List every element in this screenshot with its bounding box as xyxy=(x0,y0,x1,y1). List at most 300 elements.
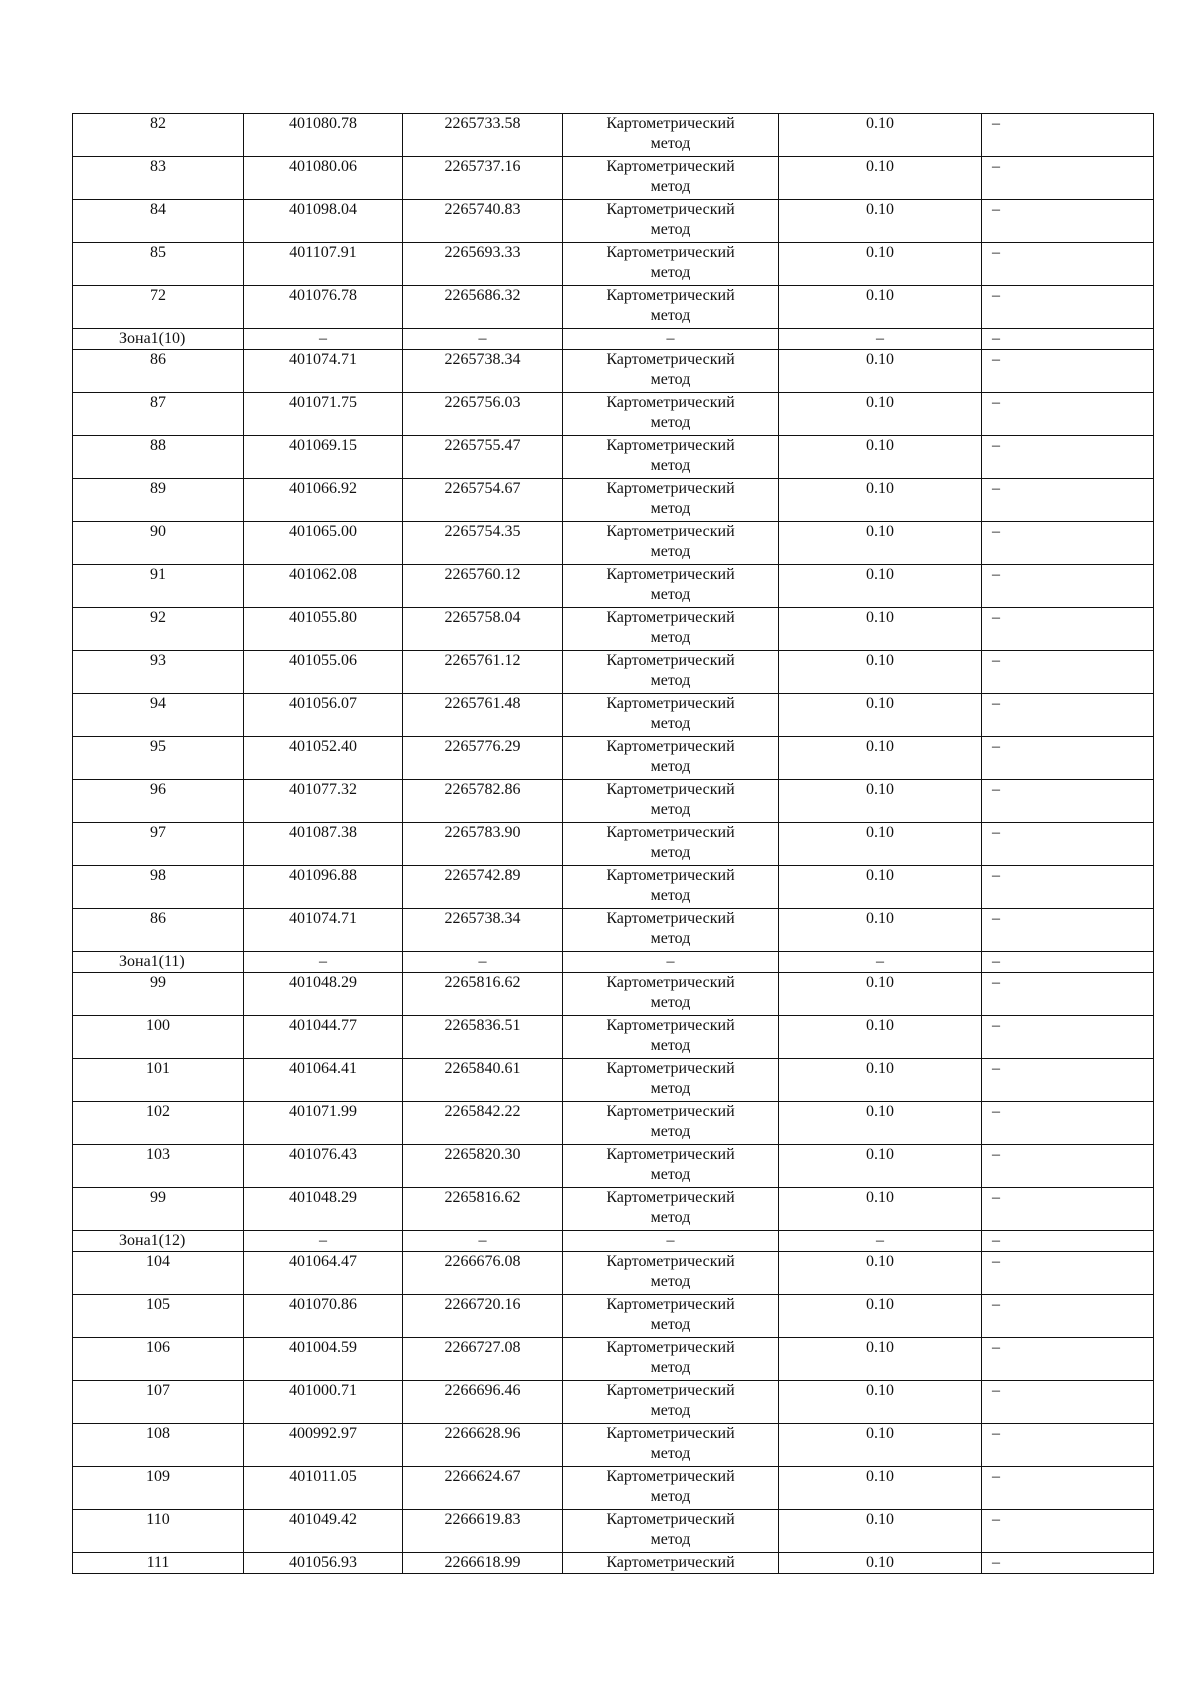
table-row xyxy=(73,243,1154,286)
method-line-1: Картометрический xyxy=(606,974,735,991)
x-coordinate-cell: – xyxy=(244,952,403,973)
table-row xyxy=(73,909,1154,952)
method-line-2: метод xyxy=(650,1273,691,1290)
method-cell xyxy=(563,243,779,286)
table-row xyxy=(73,1102,1154,1145)
method-line-1: Картометрический xyxy=(606,244,735,261)
y-coordinate-cell: 2265816.62 xyxy=(403,1188,563,1231)
accuracy-cell: 0.10 xyxy=(779,1424,982,1467)
accuracy-cell: 0.10 xyxy=(779,157,982,200)
point-number-cell: 86 xyxy=(73,909,244,952)
y-coordinate-cell: 2265836.51 xyxy=(403,1016,563,1059)
point-number-cell: 92 xyxy=(73,608,244,651)
method-line-2: метод xyxy=(650,715,691,732)
method-line-2: метод xyxy=(650,1488,691,1505)
point-number-cell: 101 xyxy=(73,1059,244,1102)
y-coordinate-cell: 2265761.48 xyxy=(403,694,563,737)
method-line-1: Картометрический xyxy=(606,609,735,626)
y-coordinate-cell: 2265840.61 xyxy=(403,1059,563,1102)
method-line-2: метод xyxy=(650,307,691,324)
method-line-1: Картометрический xyxy=(606,1060,735,1077)
accuracy-cell: 0.10 xyxy=(779,823,982,866)
table-row xyxy=(73,286,1154,329)
method-line-1: Картометрический xyxy=(606,201,735,218)
accuracy-cell: 0.10 xyxy=(779,780,982,823)
method-cell xyxy=(563,1338,779,1381)
method-cell xyxy=(563,329,779,350)
method-cell xyxy=(563,694,779,737)
method-line-1: Картометрический xyxy=(606,1554,735,1571)
x-coordinate-cell: 401048.29 xyxy=(244,1188,403,1231)
method-line-1: Картометрический xyxy=(606,158,735,175)
point-number-cell: 94 xyxy=(73,694,244,737)
accuracy-cell: 0.10 xyxy=(779,114,982,157)
point-number-cell: 82 xyxy=(73,114,244,157)
accuracy-cell: 0.10 xyxy=(779,1295,982,1338)
table-row xyxy=(73,393,1154,436)
y-coordinate-cell: 2266676.08 xyxy=(403,1252,563,1295)
note-cell: – xyxy=(982,608,1154,651)
note-cell: – xyxy=(982,522,1154,565)
point-number-cell: 89 xyxy=(73,479,244,522)
note-cell: – xyxy=(982,973,1154,1016)
accuracy-cell: 0.10 xyxy=(779,393,982,436)
table-row xyxy=(73,694,1154,737)
method-cell xyxy=(563,565,779,608)
method-cell xyxy=(563,866,779,909)
y-coordinate-cell: – xyxy=(403,1231,563,1252)
point-number-cell: 83 xyxy=(73,157,244,200)
method-cell xyxy=(563,780,779,823)
x-coordinate-cell: 401076.43 xyxy=(244,1145,403,1188)
method-cell xyxy=(563,350,779,393)
note-cell: – xyxy=(982,393,1154,436)
method-line-1: Картометрический xyxy=(606,1296,735,1313)
accuracy-cell: 0.10 xyxy=(779,1381,982,1424)
method-line-1: Картометрический xyxy=(606,738,735,755)
note-cell: – xyxy=(982,909,1154,952)
method-cell xyxy=(563,651,779,694)
x-coordinate-cell: 401052.40 xyxy=(244,737,403,780)
note-cell: – xyxy=(982,243,1154,286)
y-coordinate-cell: 2266727.08 xyxy=(403,1338,563,1381)
table-row xyxy=(73,522,1154,565)
method-line-1: Картометрический xyxy=(606,1189,735,1206)
method-line-2: метод xyxy=(650,1080,691,1097)
coordinates-table xyxy=(72,113,1154,1574)
accuracy-cell: 0.10 xyxy=(779,1016,982,1059)
note-cell: – xyxy=(982,1102,1154,1145)
point-number-cell: 108 xyxy=(73,1424,244,1467)
method-line-2: метод xyxy=(650,930,691,947)
method-cell xyxy=(563,1467,779,1510)
point-number-cell: 87 xyxy=(73,393,244,436)
table-row xyxy=(73,1553,1154,1574)
y-coordinate-cell: 2265783.90 xyxy=(403,823,563,866)
point-number-cell: 107 xyxy=(73,1381,244,1424)
method-cell xyxy=(563,1510,779,1553)
x-coordinate-cell: 401066.92 xyxy=(244,479,403,522)
method-line-2: метод xyxy=(650,887,691,904)
method-cell xyxy=(563,1188,779,1231)
point-number-cell: 90 xyxy=(73,522,244,565)
x-coordinate-cell: 401064.41 xyxy=(244,1059,403,1102)
point-number-cell: 86 xyxy=(73,350,244,393)
y-coordinate-cell: 2265776.29 xyxy=(403,737,563,780)
x-coordinate-cell: 401065.00 xyxy=(244,522,403,565)
method-line-2: метод xyxy=(650,844,691,861)
method-line-2: метод xyxy=(650,586,691,603)
x-coordinate-cell: 401055.80 xyxy=(244,608,403,651)
x-coordinate-cell: – xyxy=(244,329,403,350)
y-coordinate-cell: 2266696.46 xyxy=(403,1381,563,1424)
x-coordinate-cell: 401048.29 xyxy=(244,973,403,1016)
accuracy-cell: 0.10 xyxy=(779,200,982,243)
accuracy-cell: 0.10 xyxy=(779,909,982,952)
y-coordinate-cell: 2265758.04 xyxy=(403,608,563,651)
note-cell: – xyxy=(982,1295,1154,1338)
point-number-cell: 98 xyxy=(73,866,244,909)
method-line-2: метод xyxy=(650,135,691,152)
table-row xyxy=(73,973,1154,1016)
point-number-cell: 106 xyxy=(73,1338,244,1381)
method-line-1: Картометрический xyxy=(606,695,735,712)
method-line-2: метод xyxy=(650,1166,691,1183)
table-row xyxy=(73,866,1154,909)
y-coordinate-cell: 2265738.34 xyxy=(403,909,563,952)
method-line-1: Картометрический xyxy=(606,1425,735,1442)
table-row xyxy=(73,1381,1154,1424)
method-line-1: Картометрический xyxy=(606,1511,735,1528)
note-cell: – xyxy=(982,286,1154,329)
x-coordinate-cell: 401011.05 xyxy=(244,1467,403,1510)
method-line-2: метод xyxy=(650,178,691,195)
accuracy-cell: 0.10 xyxy=(779,1102,982,1145)
x-coordinate-cell: 401056.07 xyxy=(244,694,403,737)
point-number-cell: Зона1(12) xyxy=(73,1231,244,1252)
point-number-cell: 95 xyxy=(73,737,244,780)
method-cell xyxy=(563,1102,779,1145)
method-cell xyxy=(563,1016,779,1059)
note-cell: – xyxy=(982,1381,1154,1424)
note-cell: – xyxy=(982,1059,1154,1102)
method-line-2: метод xyxy=(650,221,691,238)
x-coordinate-cell: 401096.88 xyxy=(244,866,403,909)
point-number-cell: 91 xyxy=(73,565,244,608)
point-number-cell: Зона1(10) xyxy=(73,329,244,350)
method-line-2: метод xyxy=(650,1402,691,1419)
note-cell: – xyxy=(982,350,1154,393)
note-cell: – xyxy=(982,157,1154,200)
point-number-cell: 99 xyxy=(73,1188,244,1231)
accuracy-cell: 0.10 xyxy=(779,286,982,329)
method-line-1: Картометрический xyxy=(606,115,735,132)
method-cell xyxy=(563,436,779,479)
y-coordinate-cell: 2265738.34 xyxy=(403,350,563,393)
accuracy-cell: – xyxy=(779,329,982,350)
accuracy-cell: 0.10 xyxy=(779,737,982,780)
method-line-1: – xyxy=(666,1232,675,1249)
y-coordinate-cell: 2265761.12 xyxy=(403,651,563,694)
table-row xyxy=(73,1252,1154,1295)
accuracy-cell: 0.10 xyxy=(779,1059,982,1102)
y-coordinate-cell: 2265816.62 xyxy=(403,973,563,1016)
note-cell: – xyxy=(982,1188,1154,1231)
accuracy-cell: 0.10 xyxy=(779,694,982,737)
method-cell xyxy=(563,286,779,329)
note-cell: – xyxy=(982,1424,1154,1467)
method-line-2: метод xyxy=(650,1209,691,1226)
note-cell: – xyxy=(982,1252,1154,1295)
x-coordinate-cell: 401076.78 xyxy=(244,286,403,329)
method-line-1: Картометрический xyxy=(606,351,735,368)
method-line-1: Картометрический xyxy=(606,867,735,884)
method-line-1: Картометрический xyxy=(606,824,735,841)
x-coordinate-cell: 401074.71 xyxy=(244,350,403,393)
note-cell: – xyxy=(982,1338,1154,1381)
y-coordinate-cell: 2266619.83 xyxy=(403,1510,563,1553)
method-cell xyxy=(563,608,779,651)
x-coordinate-cell: 401074.71 xyxy=(244,909,403,952)
method-line-2: метод xyxy=(650,629,691,646)
table-row xyxy=(73,1016,1154,1059)
y-coordinate-cell: 2265742.89 xyxy=(403,866,563,909)
y-coordinate-cell: 2265760.12 xyxy=(403,565,563,608)
method-line-1: Картометрический xyxy=(606,781,735,798)
method-line-2: метод xyxy=(650,672,691,689)
note-cell: – xyxy=(982,329,1154,350)
y-coordinate-cell: 2265782.86 xyxy=(403,780,563,823)
accuracy-cell: 0.10 xyxy=(779,565,982,608)
note-cell: – xyxy=(982,436,1154,479)
accuracy-cell: 0.10 xyxy=(779,479,982,522)
table-row xyxy=(73,157,1154,200)
note-cell: – xyxy=(982,1231,1154,1252)
method-line-2: метод xyxy=(650,801,691,818)
table-row xyxy=(73,114,1154,157)
point-number-cell: 100 xyxy=(73,1016,244,1059)
point-number-cell: 110 xyxy=(73,1510,244,1553)
table-row xyxy=(73,823,1154,866)
point-number-cell: 88 xyxy=(73,436,244,479)
point-number-cell: Зона1(11) xyxy=(73,952,244,973)
accuracy-cell: 0.10 xyxy=(779,651,982,694)
point-number-cell: 93 xyxy=(73,651,244,694)
x-coordinate-cell: 401055.06 xyxy=(244,651,403,694)
point-number-cell: 109 xyxy=(73,1467,244,1510)
method-cell xyxy=(563,200,779,243)
table-row xyxy=(73,1510,1154,1553)
accuracy-cell: – xyxy=(779,952,982,973)
method-line-1: Картометрический xyxy=(606,1253,735,1270)
point-number-cell: 85 xyxy=(73,243,244,286)
method-line-1: Картометрический xyxy=(606,1382,735,1399)
method-line-1: Картометрический xyxy=(606,652,735,669)
method-line-2: метод xyxy=(650,1531,691,1548)
method-line-1: Картометрический xyxy=(606,523,735,540)
note-cell: – xyxy=(982,114,1154,157)
point-number-cell: 96 xyxy=(73,780,244,823)
method-cell xyxy=(563,1381,779,1424)
note-cell: – xyxy=(982,1467,1154,1510)
method-cell xyxy=(563,479,779,522)
x-coordinate-cell: 401070.86 xyxy=(244,1295,403,1338)
y-coordinate-cell: 2266618.99 xyxy=(403,1553,563,1574)
method-line-2: метод xyxy=(650,758,691,775)
table-row xyxy=(73,1467,1154,1510)
method-line-1: Картометрический xyxy=(606,287,735,304)
accuracy-cell: 0.10 xyxy=(779,1467,982,1510)
note-cell: – xyxy=(982,200,1154,243)
x-coordinate-cell: 401071.75 xyxy=(244,393,403,436)
method-line-2: метод xyxy=(650,1123,691,1140)
note-cell: – xyxy=(982,479,1154,522)
method-line-1: Картометрический xyxy=(606,1468,735,1485)
table-row xyxy=(73,780,1154,823)
x-coordinate-cell: – xyxy=(244,1231,403,1252)
table-row xyxy=(73,608,1154,651)
method-cell xyxy=(563,909,779,952)
accuracy-cell: 0.10 xyxy=(779,522,982,565)
y-coordinate-cell: 2265820.30 xyxy=(403,1145,563,1188)
accuracy-cell: 0.10 xyxy=(779,1510,982,1553)
accuracy-cell: 0.10 xyxy=(779,350,982,393)
table-row xyxy=(73,1059,1154,1102)
method-line-2: метод xyxy=(650,500,691,517)
y-coordinate-cell: 2265740.83 xyxy=(403,200,563,243)
accuracy-cell: 0.10 xyxy=(779,436,982,479)
accuracy-cell: 0.10 xyxy=(779,866,982,909)
table-row xyxy=(73,1295,1154,1338)
table-row xyxy=(73,737,1154,780)
accuracy-cell: 0.10 xyxy=(779,1252,982,1295)
method-cell xyxy=(563,1059,779,1102)
method-cell xyxy=(563,157,779,200)
point-number-cell: 102 xyxy=(73,1102,244,1145)
method-line-2: метод xyxy=(650,1316,691,1333)
x-coordinate-cell: 401107.91 xyxy=(244,243,403,286)
accuracy-cell: 0.10 xyxy=(779,1338,982,1381)
table-row xyxy=(73,1188,1154,1231)
y-coordinate-cell: 2266628.96 xyxy=(403,1424,563,1467)
x-coordinate-cell: 401064.47 xyxy=(244,1252,403,1295)
y-coordinate-cell: 2265693.33 xyxy=(403,243,563,286)
method-line-2: метод xyxy=(650,1359,691,1376)
method-cell xyxy=(563,114,779,157)
method-line-1: Картометрический xyxy=(606,910,735,927)
y-coordinate-cell: 2266624.67 xyxy=(403,1467,563,1510)
point-number-cell: 72 xyxy=(73,286,244,329)
note-cell: – xyxy=(982,651,1154,694)
method-line-2: метод xyxy=(650,457,691,474)
method-line-2: метод xyxy=(650,994,691,1011)
coordinates-table-body xyxy=(73,114,1154,1574)
note-cell: – xyxy=(982,952,1154,973)
x-coordinate-cell: 400992.97 xyxy=(244,1424,403,1467)
method-cell xyxy=(563,1231,779,1252)
note-cell: – xyxy=(982,565,1154,608)
y-coordinate-cell: – xyxy=(403,329,563,350)
method-cell xyxy=(563,973,779,1016)
note-cell: – xyxy=(982,1553,1154,1574)
method-line-1: Картометрический xyxy=(606,480,735,497)
method-cell xyxy=(563,1295,779,1338)
method-cell xyxy=(563,1252,779,1295)
x-coordinate-cell: 401044.77 xyxy=(244,1016,403,1059)
y-coordinate-cell: 2265754.35 xyxy=(403,522,563,565)
note-cell: – xyxy=(982,866,1154,909)
point-number-cell: 99 xyxy=(73,973,244,1016)
note-cell: – xyxy=(982,1510,1154,1553)
method-line-2: метод xyxy=(650,1037,691,1054)
point-number-cell: 84 xyxy=(73,200,244,243)
y-coordinate-cell: 2265686.32 xyxy=(403,286,563,329)
y-coordinate-cell: 2265842.22 xyxy=(403,1102,563,1145)
x-coordinate-cell: 401049.42 xyxy=(244,1510,403,1553)
method-line-1: Картометрический xyxy=(606,1103,735,1120)
x-coordinate-cell: 401080.06 xyxy=(244,157,403,200)
y-coordinate-cell: – xyxy=(403,952,563,973)
method-line-2: метод xyxy=(650,1445,691,1462)
method-cell xyxy=(563,823,779,866)
method-line-2: метод xyxy=(650,264,691,281)
table-row xyxy=(73,1145,1154,1188)
x-coordinate-cell: 401071.99 xyxy=(244,1102,403,1145)
point-number-cell: 97 xyxy=(73,823,244,866)
y-coordinate-cell: 2265755.47 xyxy=(403,436,563,479)
method-line-2: метод xyxy=(650,414,691,431)
note-cell: – xyxy=(982,823,1154,866)
table-row xyxy=(73,1338,1154,1381)
accuracy-cell: 0.10 xyxy=(779,608,982,651)
x-coordinate-cell: 401087.38 xyxy=(244,823,403,866)
method-line-2: метод xyxy=(650,371,691,388)
table-row xyxy=(73,565,1154,608)
method-line-1: Картометрический xyxy=(606,1339,735,1356)
method-cell xyxy=(563,1424,779,1467)
accuracy-cell: – xyxy=(779,1231,982,1252)
x-coordinate-cell: 401004.59 xyxy=(244,1338,403,1381)
point-number-cell: 105 xyxy=(73,1295,244,1338)
y-coordinate-cell: 2265737.16 xyxy=(403,157,563,200)
point-number-cell: 103 xyxy=(73,1145,244,1188)
accuracy-cell: 0.10 xyxy=(779,1145,982,1188)
note-cell: – xyxy=(982,1016,1154,1059)
x-coordinate-cell: 401077.32 xyxy=(244,780,403,823)
zone-row xyxy=(73,329,1154,350)
x-coordinate-cell: 401098.04 xyxy=(244,200,403,243)
zone-row xyxy=(73,952,1154,973)
y-coordinate-cell: 2265754.67 xyxy=(403,479,563,522)
method-line-1: – xyxy=(666,330,675,347)
accuracy-cell: 0.10 xyxy=(779,1553,982,1574)
table-row xyxy=(73,350,1154,393)
accuracy-cell: 0.10 xyxy=(779,1188,982,1231)
note-cell: – xyxy=(982,694,1154,737)
note-cell: – xyxy=(982,737,1154,780)
x-coordinate-cell: 401056.93 xyxy=(244,1553,403,1574)
method-cell xyxy=(563,737,779,780)
x-coordinate-cell: 401069.15 xyxy=(244,436,403,479)
method-cell xyxy=(563,1553,779,1574)
method-cell xyxy=(563,393,779,436)
method-cell xyxy=(563,1145,779,1188)
method-line-1: – xyxy=(666,953,675,970)
accuracy-cell: 0.10 xyxy=(779,243,982,286)
table-row xyxy=(73,1424,1154,1467)
method-line-2: метод xyxy=(650,543,691,560)
method-cell xyxy=(563,952,779,973)
